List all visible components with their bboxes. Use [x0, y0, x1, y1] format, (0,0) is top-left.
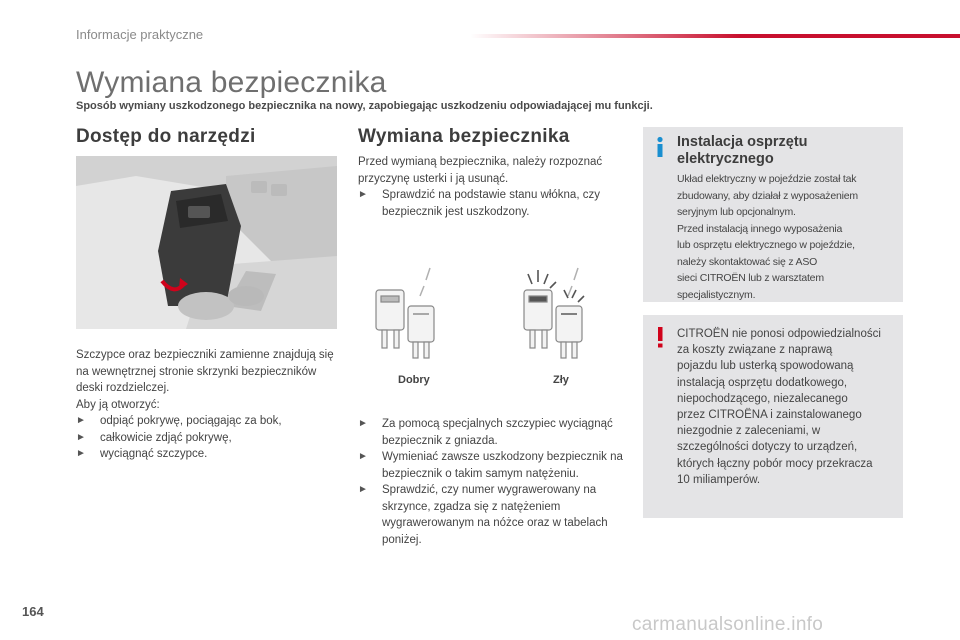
list-item	[358, 482, 624, 548]
bullet-icon: ►	[76, 415, 86, 426]
fuse-comparison-figure	[358, 260, 620, 370]
info-line: należy skontaktować się z ASO	[677, 255, 818, 268]
fuse-good-label: Dobry	[398, 374, 430, 386]
section-label: Informacje praktyczne	[76, 27, 204, 42]
list-item	[76, 413, 338, 430]
warning-line: niepochodzącego, niezalecanego	[677, 392, 848, 405]
bullet-icon: ►	[358, 451, 368, 462]
list-item	[358, 187, 620, 220]
warning-line: niezgodnie z zaleceniami, w	[677, 425, 821, 438]
warning-line: szczególności dotyczy to urządzeń,	[677, 441, 858, 454]
list-item	[358, 449, 624, 482]
good-fuse-icon	[376, 290, 434, 358]
list-item	[358, 416, 624, 449]
info-line: Układ elektryczny w pojeździe został tak	[677, 173, 857, 185]
left-text-block	[76, 347, 338, 463]
bullet-icon: ►	[76, 448, 86, 459]
warning-line: za koszty związane z naprawą	[677, 344, 833, 357]
warning-icon	[653, 326, 667, 348]
list-item	[76, 430, 338, 447]
list-item-text: Za pomocą specjalnych szczypiec wyciągnąć bezpiecznik z gniazda.	[382, 418, 613, 447]
info-icon	[653, 136, 667, 158]
info-line: sieci CITROËN lub z warsztatem	[677, 272, 824, 284]
heading-fuse-replacement: Wymiana bezpiecznika	[358, 126, 570, 147]
info-line: Przed instalacją innego wyposażenia	[677, 222, 843, 235]
info-line: zbudowany, aby działał z wyposażeniem	[677, 189, 858, 202]
replacement-steps	[358, 416, 624, 548]
watermark: carmanualsonline.info	[632, 614, 824, 635]
fuse-illustration	[358, 260, 620, 370]
bullet-icon: ►	[358, 418, 368, 429]
info-line: specjalistycznym.	[677, 288, 756, 301]
info-line: seryjnym lub opcjonalnym.	[677, 206, 796, 218]
page-subtitle: Sposób wymiany uszkodzonego bezpiecznika na nowy, zapobiegając uszkodzeniu odpowiadającej mu funkcji.	[76, 100, 653, 112]
page-title: Wymiana bezpiecznika	[76, 66, 387, 99]
header-accent-line	[470, 34, 960, 38]
warning-line: 10 miliamperów.	[677, 473, 761, 486]
bad-fuse-icon	[524, 290, 582, 358]
list-item-text: Wymieniać zawsze uszkodzony bezpiecznik na bezpiecznik o takim samym natężeniu.	[382, 451, 623, 480]
list-item	[76, 446, 338, 463]
fusebox-photo	[76, 156, 337, 329]
dashboard-illustration	[76, 156, 337, 329]
warning-line: pojazdu lub usterką spowodowaną	[677, 360, 854, 373]
intro-paragraph: Przed wymianą bezpiecznika, należy rozpoznać przyczynę usterki i ją usunąć.	[358, 156, 603, 185]
info-text	[677, 171, 897, 303]
bullet-icon: ►	[76, 431, 86, 443]
warning-line: CITROËN nie ponosi odpowiedzialności	[677, 328, 881, 340]
fuse-bad-label: Zły	[553, 374, 569, 386]
warning-text	[677, 326, 899, 488]
list-item-text: wyciągnąć szczypce.	[100, 448, 208, 460]
list-item-text: Sprawdzić, czy numer wygrawerowany na skrzynce, zgadza się z natężeniem wygrawerowanym na nóżce oraz w tabelach poniżej.	[382, 484, 608, 546]
bullet-icon: ►	[358, 189, 368, 200]
warning-line: instalacją osprzętu dodatkowego,	[677, 376, 848, 389]
info-line: lub osprzętu elektrycznego w pojeździe,	[677, 239, 855, 251]
tools-location-paragraph: Szczypce oraz bezpieczniki zamienne znajdują się na wewnętrznej stronie skrzynki bezpieczników deski rozdzielczej.	[76, 349, 334, 394]
page-number: 164	[22, 604, 44, 619]
warning-line: przez CITROËNA i zainstalowanego	[677, 409, 862, 422]
open-instruction-label: Aby ją otworzyć:	[76, 398, 160, 411]
info-title: Instalacja osprzętu elektrycznego	[677, 134, 808, 167]
list-item-text: odpiąć pokrywę, pociągając za bok,	[100, 415, 282, 427]
bullet-icon: ►	[358, 484, 368, 495]
list-item-text: całkowicie zdjąć pokrywę,	[100, 431, 232, 444]
intro-text-block	[358, 154, 620, 220]
heading-tools-access: Dostęp do narzędzi	[76, 126, 256, 147]
warning-line: których łączny pobór mocy przekracza	[677, 457, 873, 470]
list-item-text: Sprawdzić na podstawie stanu włókna, czy bezpiecznik jest uszkodzony.	[382, 189, 600, 218]
